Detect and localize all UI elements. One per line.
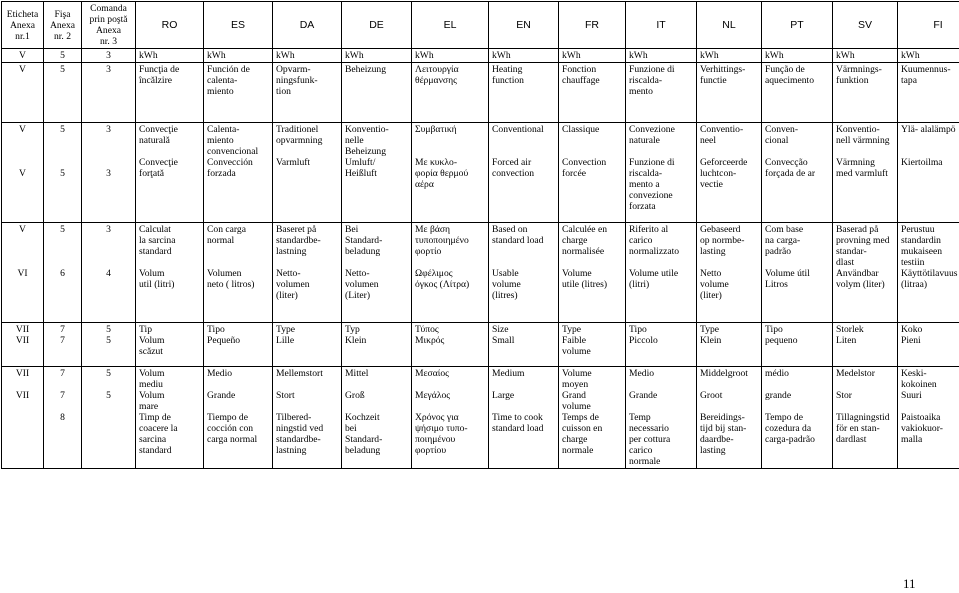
nl-cell: Conventio- neel Geforceerde luchtcon- vectie: [697, 123, 762, 223]
ref-etic: V V: [2, 123, 44, 223]
row-function: [2, 63, 959, 123]
el-cell: Τύπος Μικρός: [412, 323, 489, 367]
ref-comanda: 5 5: [82, 367, 136, 469]
fi-cell: Ylä- alalämpö Kiertoilma: [898, 123, 959, 223]
fi-cell: kWh: [898, 49, 959, 63]
it-cell: Funzione di riscalda- mento: [626, 63, 697, 123]
es-cell: kWh: [204, 49, 273, 63]
es-cell: Con carga normal Volumen neto ( litros): [204, 223, 273, 323]
ref-comanda: 3 3: [82, 123, 136, 223]
da-cell: Type Lille: [273, 323, 342, 367]
it-cell: Tipo Piccolo: [626, 323, 697, 367]
lang-header: FI: [898, 2, 959, 49]
fi-cell: Kuumennus- tapa: [898, 63, 959, 123]
fr-cell: Calculée en charge normalisée Volume utile (litres): [559, 223, 626, 323]
el-cell: Λειτουργία θέρμανσης: [412, 63, 489, 123]
es-cell: Función de calenta- miento: [204, 63, 273, 123]
ref-etic: VII VII: [2, 367, 44, 469]
translation-table: [1, 1, 959, 469]
de-cell: Typ Klein: [342, 323, 412, 367]
da-cell: Baseret på standardbe- lastning Netto- volumen (liter): [273, 223, 342, 323]
ro-cell: Calculat la sarcina standard Volum util (litri): [136, 223, 204, 323]
ref-comanda: 3: [82, 63, 136, 123]
comanda-header: Comanda prin poştă Anexa nr. 3: [82, 2, 136, 49]
ref-etic: VII VII: [2, 323, 44, 367]
es-cell: Tipo Pequeño: [204, 323, 273, 367]
row-convection: [2, 123, 959, 223]
ro-cell: kWh: [136, 49, 204, 63]
lang-header: IT: [626, 2, 697, 49]
nl-cell: Verhittings- functie: [697, 63, 762, 123]
ref-fisa: 7 7 8: [44, 367, 82, 469]
el-cell: Συμβατική Με κυκλο- φορία θερμού αέρα: [412, 123, 489, 223]
es-cell: Calenta- miento convencional Convección forzada: [204, 123, 273, 223]
de-cell: Beheizung: [342, 63, 412, 123]
sv-cell: Konventio- nell värmning Värmning med varmluft: [833, 123, 898, 223]
ref-comanda: 3 4: [82, 223, 136, 323]
en-cell: Size Small: [489, 323, 559, 367]
ref-fisa: 5: [44, 63, 82, 123]
pt-cell: Tipo pequeno: [762, 323, 833, 367]
de-cell: Mittel Groß Kochzeit bei Standard- beladung: [342, 367, 412, 469]
etic-header: Eticheta Anexa nr.1: [2, 2, 44, 49]
sv-cell: Medelstor Stor Tillagningstid för en stan- dardlast: [833, 367, 898, 469]
el-cell: Με βάση τυποποιημένο φορτίο Ωφέλιμος όγκος (Λίτρα): [412, 223, 489, 323]
row-kwh: [2, 49, 959, 63]
el-cell: Μεσαίος Μεγάλος Χρόνος για ψήσιμο τυπο- ποιημένου φορτίου: [412, 367, 489, 469]
nl-cell: Type Klein: [697, 323, 762, 367]
da-cell: Opvarm- ningsfunk- tion: [273, 63, 342, 123]
row-type: [2, 323, 959, 367]
lang-header: EL: [412, 2, 489, 49]
fi-cell: Keski- kokoinen Suuri Paistoaika vakiokuor- malla: [898, 367, 959, 469]
fi-cell: Koko Pieni: [898, 323, 959, 367]
ro-cell: Tip Volum scăzut: [136, 323, 204, 367]
ref-etic: V: [2, 49, 44, 63]
ref-fisa: 5: [44, 49, 82, 63]
nl-cell: kWh: [697, 49, 762, 63]
en-cell: kWh: [489, 49, 559, 63]
lang-header: ES: [204, 2, 273, 49]
pt-cell: Conven- cional Convecção forçada de ar: [762, 123, 833, 223]
da-cell: Traditionel opvarmning Varmluft: [273, 123, 342, 223]
sv-cell: kWh: [833, 49, 898, 63]
it-cell: Riferito al carico normalizzato Volume utile (litri): [626, 223, 697, 323]
row-size-time: [2, 367, 959, 469]
lang-header: PT: [762, 2, 833, 49]
da-cell: Mellemstort Stort Tilbered- ningstid ved standardbe- lastning: [273, 367, 342, 469]
sv-cell: Värmnings- funktion: [833, 63, 898, 123]
header-row: [2, 2, 959, 49]
pt-cell: Com base na carga- padrão Volume útil Litros: [762, 223, 833, 323]
en-cell: Medium Large Time to cook standard load: [489, 367, 559, 469]
page-number: 11: [903, 576, 916, 591]
ref-comanda: 3: [82, 49, 136, 63]
fr-cell: kWh: [559, 49, 626, 63]
sv-cell: Baserad på provning med standar- dlast Användbar volym (liter): [833, 223, 898, 323]
de-cell: Konventio- nelle Beheizung Umluft/ Heißluft: [342, 123, 412, 223]
pt-cell: kWh: [762, 49, 833, 63]
da-cell: kWh: [273, 49, 342, 63]
ref-comanda: 5 5: [82, 323, 136, 367]
lang-header: RO: [136, 2, 204, 49]
ro-cell: Convecţie naturală Convecţie forţată: [136, 123, 204, 223]
en-cell: Based on standard load Usable volume (litres): [489, 223, 559, 323]
sv-cell: Storlek Liten: [833, 323, 898, 367]
lang-header: DA: [273, 2, 342, 49]
fr-cell: Type Faible volume: [559, 323, 626, 367]
el-cell: kWh: [412, 49, 489, 63]
lang-header: EN: [489, 2, 559, 49]
pt-cell: médio grande Tempo de cozedura da carga-padrão: [762, 367, 833, 469]
it-cell: Medio Grande Temp necessario per cottura carico normale: [626, 367, 697, 469]
de-cell: Bei Standard- beladung Netto- volumen (Liter): [342, 223, 412, 323]
pt-cell: Função de aquecimento: [762, 63, 833, 123]
ro-cell: Volum mediu Volum mare Timp de coacere la sarcina standard: [136, 367, 204, 469]
nl-cell: Middelgroot Groot Bereidings- tijd bij stan- daardbe- lasting: [697, 367, 762, 469]
ref-fisa: 5 5: [44, 123, 82, 223]
ref-fisa: 5 6: [44, 223, 82, 323]
it-cell: kWh: [626, 49, 697, 63]
lang-header: SV: [833, 2, 898, 49]
it-cell: Convezione naturale Funzione di riscalda- mento a convezione forzata: [626, 123, 697, 223]
fr-cell: Fonction chauffage: [559, 63, 626, 123]
es-cell: Medio Grande Tiempo de cocción con carga normal: [204, 367, 273, 469]
lang-header: DE: [342, 2, 412, 49]
row-load-volume: [2, 223, 959, 323]
ref-fisa: 7 7: [44, 323, 82, 367]
fr-cell: Classique Convection forcée: [559, 123, 626, 223]
fi-cell: Perustuu standardin mukaiseen testiin Käyttötilavuus (litraa): [898, 223, 959, 323]
de-cell: kWh: [342, 49, 412, 63]
en-cell: Heating function: [489, 63, 559, 123]
ref-etic: V VI: [2, 223, 44, 323]
lang-header: FR: [559, 2, 626, 49]
ro-cell: Funcţia de încălzire: [136, 63, 204, 123]
lang-header: NL: [697, 2, 762, 49]
ref-etic: V: [2, 63, 44, 123]
fr-cell: Volume moyen Grand volume Temps de cuisson en charge normale: [559, 367, 626, 469]
fisa-header: Fişa Anexa nr. 2: [44, 2, 82, 49]
en-cell: Conventional Forced air convection: [489, 123, 559, 223]
nl-cell: Gebaseerd op normbe- lasting Netto volume (liter): [697, 223, 762, 323]
